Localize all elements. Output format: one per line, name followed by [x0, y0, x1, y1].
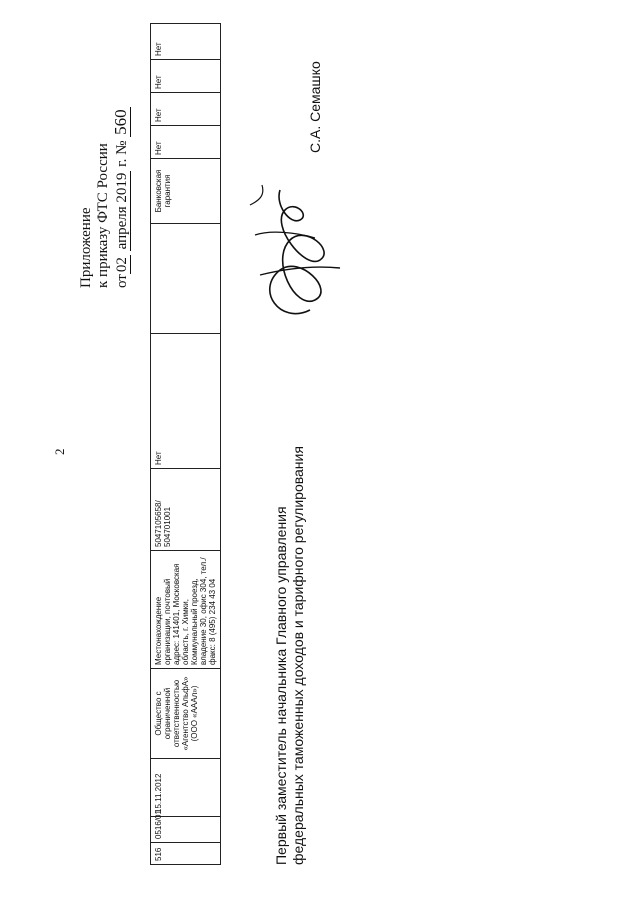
cell-org: Общество с ограниченной ответственностью «Агентство АльфА» (ООО «АААл»)	[151, 669, 221, 759]
cell-col10: Нет	[151, 126, 221, 159]
cell-col13: Нет	[151, 24, 221, 60]
registry-table	[150, 23, 221, 865]
cell-guarantee: Банковская гарантия	[151, 159, 221, 224]
cell-code: 0516/01	[151, 817, 221, 843]
cell-col7: Нет	[151, 334, 221, 469]
table-row	[151, 24, 221, 865]
cell-address: Местонахождение организации, почтовый адрес: 141401, Московская область, г. Химки, Коммунальный проезд, владение 30, офис 304, тел./факс: 8 (495) 234 43 04	[151, 551, 221, 669]
appendix-day: 02	[114, 257, 130, 273]
signatory-title: Первый заместитель начальника Главного управления федеральных таможенных доходов и тарифного регулирования	[273, 446, 306, 865]
cell-num: 516	[151, 843, 221, 865]
appendix-number: 560	[111, 109, 130, 135]
appendix-order-ref: к приказу ФТС России	[95, 143, 111, 288]
appendix-header	[78, 28, 131, 288]
cell-col8	[151, 224, 221, 334]
handwritten-signature	[240, 180, 350, 330]
cell-inn: 5047105658/ 504701001	[151, 469, 221, 551]
cell-date: 15.11.2012	[151, 759, 221, 817]
signatory-name: С.А. Семашко	[307, 61, 323, 153]
appendix-month-year: апреля 2019	[114, 172, 130, 250]
appendix-title: Приложение	[78, 207, 94, 288]
cell-col11: Нет	[151, 93, 221, 126]
appendix-date-line: от02 апреля 2019 г. № 560	[111, 109, 130, 288]
cell-col12: Нет	[151, 60, 221, 93]
page-number: 2	[52, 448, 67, 455]
